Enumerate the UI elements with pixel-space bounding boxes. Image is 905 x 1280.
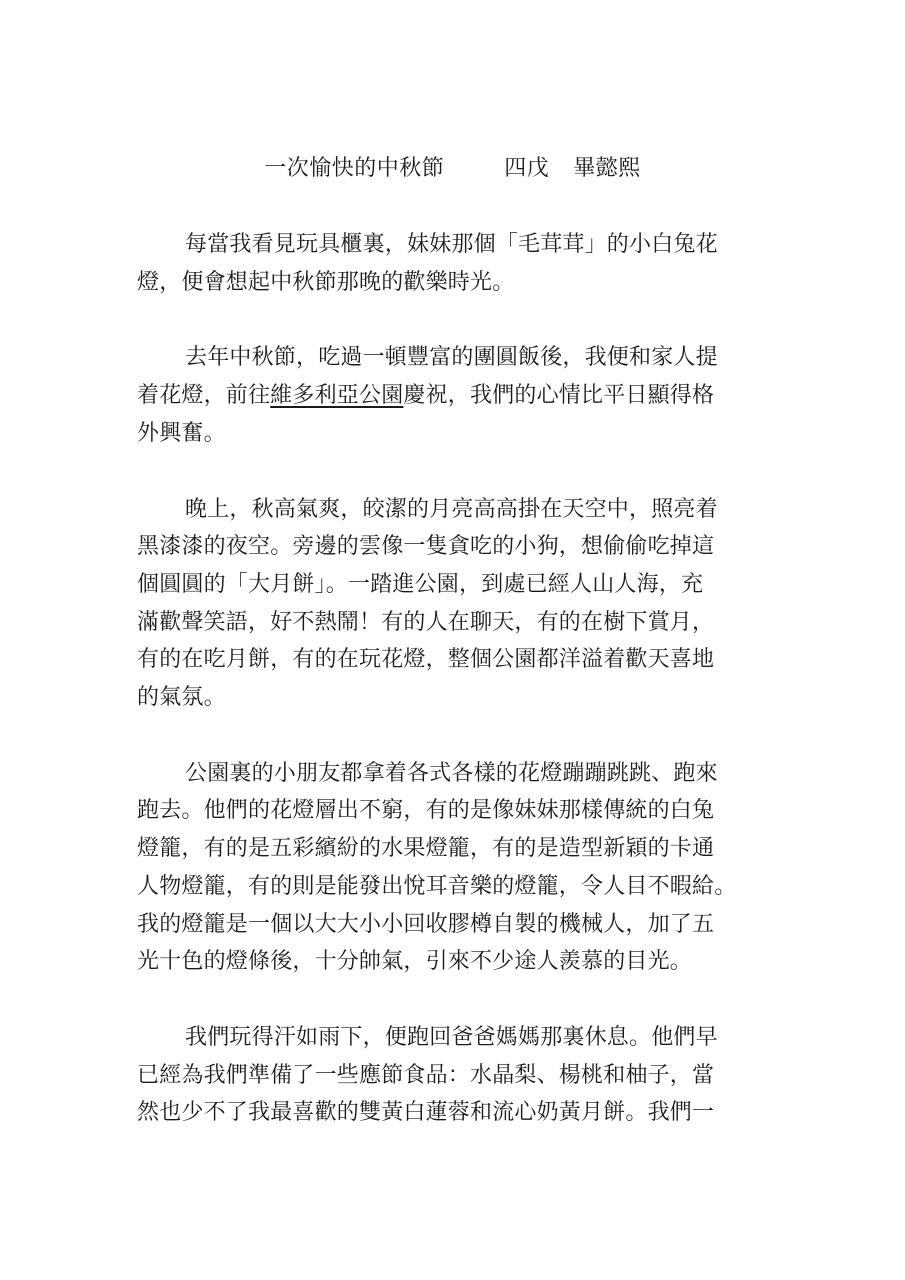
text-line: 燈籠，有的是五彩繽紛的水果燈籠，有的是造型新穎的卡通	[137, 836, 715, 862]
paragraph-4	[137, 755, 777, 981]
paragraph-2	[137, 339, 777, 452]
text-line: 燈，便會想起中秋節那晚的歡樂時光。	[137, 269, 515, 295]
text-line: 黑漆漆的夜空。旁邊的雲像一隻貪吃的小狗，想偷偷吃掉這	[137, 534, 715, 560]
essay-body	[137, 226, 777, 1170]
text-line: 然也少不了我最喜歡的雙黃白蓮蓉和流心奶黃月餅。我們一	[137, 1100, 715, 1126]
text-line: 我的燈籠是一個以大大小小回收膠樽自製的機械人，加了五	[137, 911, 715, 937]
text-line: 每當我看見玩具櫃裏，妹妹那個「毛茸茸」的小白兔花	[185, 232, 718, 257]
text-line: 我們玩得汗如雨下，便跑回爸爸媽媽那裏休息。他們早	[185, 1024, 718, 1050]
text-line: 滿歡聲笑語，好不熱鬧！有的人在聊天，有的在樹下賞月，	[137, 609, 715, 635]
text-line: 個圓圓的「大月餅」。一踏進公園，到處已經人山人海，充	[137, 571, 704, 597]
text-segment: 着花燈，前往	[137, 383, 271, 409]
text-line: 的氣氛。	[137, 685, 226, 711]
text-line: 跑去。他們的花燈層出不窮，有的是像妹妹那樣傳統的白兔	[137, 798, 715, 824]
text-line	[137, 377, 777, 415]
paragraph-1	[137, 226, 777, 301]
text-line: 晚上，秋高氣爽，皎潔的月亮高高掛在天空中，照亮着	[185, 496, 718, 522]
paragraph-3	[137, 491, 777, 717]
text-segment: 慶祝，我們的心情比平日顯得格	[403, 383, 715, 409]
paragraph-5	[137, 1019, 777, 1132]
text-line: 有的在吃月餅，有的在玩花燈，整個公園都洋溢着歡天喜地	[137, 647, 715, 673]
text-line: 人物燈籠，有的則是能發出悅耳音樂的燈籠，令人目不暇給。	[137, 873, 737, 899]
essay-heading	[0, 152, 905, 186]
text-line: 已經為我們準備了一些應節食品：水晶梨、楊桃和柚子，當	[137, 1062, 715, 1088]
class-label: 四戊	[504, 156, 550, 181]
text-line: 去年中秋節，吃過一頓豐富的團圓飯後，我便和家人提	[185, 345, 718, 371]
essay-title: 一次愉快的中秋節	[264, 156, 445, 181]
text-line: 外興奮。	[137, 420, 226, 446]
author-name: 畢懿熙	[573, 156, 641, 181]
text-line: 公園裏的小朋友都拿着各式各樣的花燈蹦蹦跳跳、跑來	[185, 760, 718, 786]
text-line: 光十色的燈條後，十分帥氣，引來不少途人羨慕的目光。	[137, 949, 693, 975]
underlined-place-name: 維多利亞公園	[270, 383, 404, 409]
